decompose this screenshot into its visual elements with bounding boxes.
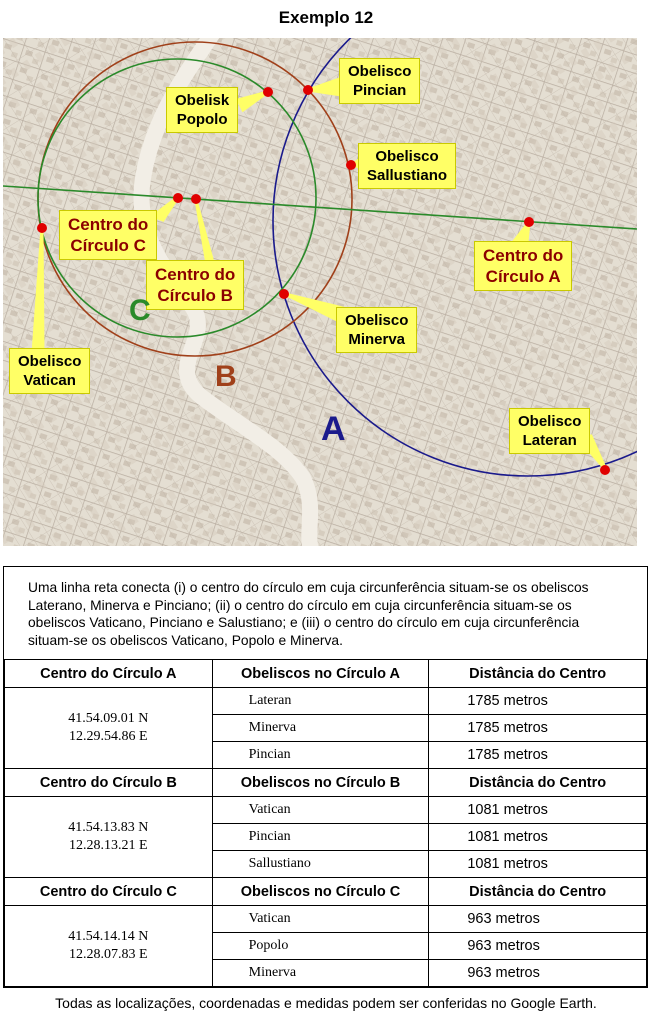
map-drawing (3, 38, 637, 546)
distance-value: 963 metros (429, 960, 647, 987)
label-obelisco-vatican: Obelisco Vatican (9, 348, 90, 394)
point-vatican (37, 223, 47, 233)
distance-value: 963 metros (429, 933, 647, 960)
distance-value: 1081 metros (429, 851, 647, 878)
obelisk-name: Lateran (212, 688, 429, 715)
label-obelisco-pincian: Obelisco Pincian (339, 58, 420, 104)
point-popolo (263, 87, 273, 97)
longitude: 12.29.54.86 E (69, 729, 148, 744)
obelisks-header: Obeliscos no Círculo C (212, 878, 429, 906)
table-row (5, 688, 647, 715)
coordinates-table (4, 659, 647, 987)
latitude: 41.54.09.01 N (68, 711, 149, 726)
obelisk-name: Minerva (212, 715, 429, 742)
latitude: 41.54.13.83 N (68, 820, 149, 835)
label-obelisk-popolo: Obelisk Popolo (166, 87, 238, 133)
obelisk-name: Popolo (212, 933, 429, 960)
longitude: 12.28.13.21 E (69, 838, 148, 853)
point-minerva (279, 289, 289, 299)
center-header: Centro do Círculo C (5, 878, 213, 906)
point-centro-b (191, 194, 201, 204)
distance-header: Distância do Centro (429, 660, 647, 688)
center-coordinates (5, 688, 213, 769)
longitude: 12.28.07.83 E (69, 947, 148, 962)
map-image (3, 38, 637, 546)
obelisks-header: Obeliscos no Círculo A (212, 660, 429, 688)
distance-value: 1785 metros (429, 742, 647, 769)
label-obelisco-sallustiano: Obelisco Sallustiano (358, 143, 456, 189)
intro-text: Uma linha reta conecta (i) o centro do círculo em cuja circunferência situam-se os obeliscos Laterano, Minerva e Pinciano; (ii) o centro do círculo em cuja circunferência situam-se os obeliscos Vaticano, Pinciano e Salustiano; e (iii) o centro do círculo em cuja circunferência situam-se os obeliscos Vaticano, Popolo e Minerva. (28, 580, 589, 648)
footer-note: Todas as localizações, coordenadas e medidas podem ser conferidas no Google Earth. (55, 995, 597, 1011)
info-panel (3, 566, 648, 988)
point-centro-a (524, 217, 534, 227)
distance-value: 963 metros (429, 906, 647, 933)
label-centro-circulo-a: Centro do Círculo A (474, 241, 572, 291)
distance-value: 1081 metros (429, 797, 647, 824)
label-obelisco-lateran: Obelisco Lateran (509, 408, 590, 454)
distance-header: Distância do Centro (429, 878, 647, 906)
center-header: Centro do Círculo B (5, 769, 213, 797)
point-sallustiano (346, 160, 356, 170)
circle-b-letter: B (215, 360, 237, 393)
circle-c-letter: C (129, 294, 151, 327)
label-centro-circulo-c: Centro do Círculo C (59, 210, 157, 260)
table-row (5, 906, 647, 933)
group-header-row (5, 769, 647, 797)
label-centro-circulo-b: Centro do Círculo B (146, 260, 244, 310)
latitude: 41.54.14.14 N (68, 929, 149, 944)
center-header: Centro do Círculo A (5, 660, 213, 688)
obelisks-header: Obeliscos no Círculo B (212, 769, 429, 797)
obelisk-name: Minerva (212, 960, 429, 987)
distance-value: 1785 metros (429, 688, 647, 715)
point-centro-c (173, 193, 183, 203)
distance-value: 1081 metros (429, 824, 647, 851)
center-coordinates (5, 797, 213, 878)
group-header-row (5, 878, 647, 906)
obelisk-name: Vatican (212, 906, 429, 933)
page-title: Exemplo 12 (278, 8, 374, 27)
label-obelisco-minerva: Obelisco Minerva (336, 307, 417, 353)
circle-a-letter: A (321, 410, 346, 448)
center-coordinates (5, 906, 213, 987)
group-header-row (5, 660, 647, 688)
obelisk-name: Pincian (212, 742, 429, 769)
distance-value: 1785 metros (429, 715, 647, 742)
point-pincian (303, 85, 313, 95)
obelisk-name: Pincian (212, 824, 429, 851)
obelisk-name: Sallustiano (212, 851, 429, 878)
table-row (5, 797, 647, 824)
obelisk-name: Vatican (212, 797, 429, 824)
distance-header: Distância do Centro (429, 769, 647, 797)
point-lateran (600, 465, 610, 475)
